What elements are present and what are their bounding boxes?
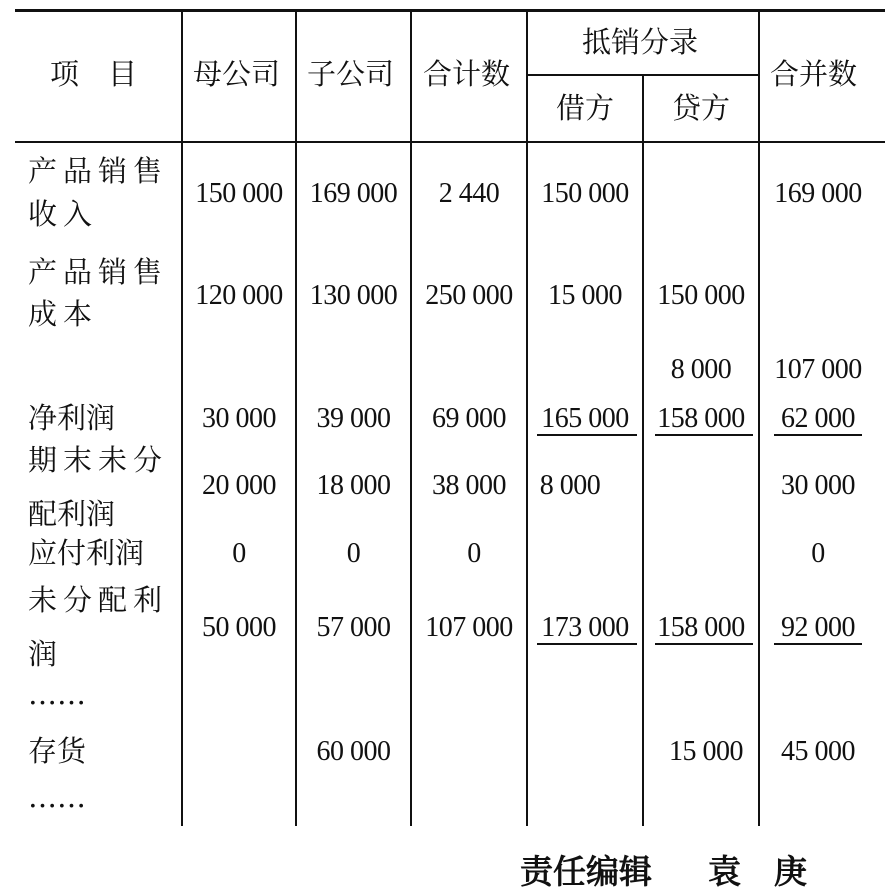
row-label-cont: 成本 [28, 297, 99, 331]
header-item: 项 目 [50, 57, 138, 91]
cell-total: 69 000 [432, 403, 506, 434]
col-divider-5 [642, 76, 644, 826]
col-divider-2 [295, 12, 297, 826]
editor-name: 袁 庚 [708, 852, 807, 891]
col-divider-6 [758, 12, 760, 826]
row-label-cont: 配利润 [28, 497, 116, 531]
header-elimination: 抵销分录 [582, 25, 699, 59]
header-parent: 母公司 [193, 57, 281, 91]
cell-debit: 15 000 [548, 280, 622, 311]
cell-total: 0 [467, 538, 481, 569]
cell-subsidiary: 60 000 [316, 736, 391, 767]
cell-consolidated: 0 [811, 538, 825, 569]
cell-subsidiary: 57 000 [316, 612, 391, 643]
cell-subsidiary: 130 000 [309, 280, 398, 311]
underline-consolidated [774, 643, 862, 645]
row-label-cont: 收入 [28, 197, 99, 231]
cell-parent: 30 000 [202, 403, 276, 434]
col-divider-1 [181, 12, 183, 826]
cell-debit: 173 000 [541, 612, 629, 643]
cell-total: 107 000 [425, 612, 513, 643]
underline-debit [537, 643, 637, 645]
cell-parent: 20 000 [202, 470, 276, 501]
cell-parent: 0 [232, 538, 246, 569]
cell-subsidiary: 39 000 [316, 403, 391, 434]
cell-total: 38 000 [432, 470, 506, 501]
cell-credit: 15 000 [669, 736, 743, 767]
cell-credit: 158 000 [657, 403, 745, 434]
header-subsidiary: 子公司 [307, 57, 395, 91]
row-label: 未分配利 [28, 583, 169, 617]
cell-total: 2 440 [438, 178, 500, 209]
header-total: 合计数 [423, 57, 511, 91]
cell-consolidated: 45 000 [781, 736, 855, 767]
header-debit: 借方 [556, 91, 615, 125]
cell-subsidiary: 0 [346, 538, 361, 569]
cell-credit: 158 000 [657, 612, 745, 643]
cell-consolidated: 30 000 [781, 470, 855, 501]
underline-debit [537, 434, 637, 436]
underline-credit [655, 643, 753, 645]
cell-debit: 165 000 [541, 403, 629, 434]
cell-debit: 8 000 [539, 470, 601, 501]
row-label-ellipsis: …… [28, 780, 86, 814]
cell-consolidated: 92 000 [781, 612, 855, 643]
cell-parent: 50 000 [202, 612, 276, 643]
row-label: 期末未分 [28, 443, 169, 477]
cell-subsidiary: 18 000 [316, 470, 391, 501]
row-label-ellipsis: …… [28, 677, 86, 711]
row-label: 应付利润 [28, 536, 145, 570]
cell-consolidated: 107 000 [774, 354, 862, 385]
row-label: 存货 [28, 734, 87, 768]
underline-consolidated [774, 434, 862, 436]
cell-subsidiary: 169 000 [309, 178, 398, 209]
col-divider-3 [410, 12, 412, 826]
cell-credit: 8 000 [670, 354, 732, 385]
row-label: 产品销售 [28, 255, 169, 289]
table-top-rule [15, 9, 885, 12]
row-label: 净利润 [28, 401, 116, 435]
row-label-cont: 润 [28, 637, 64, 671]
cell-total: 250 000 [425, 280, 513, 311]
cell-consolidated: 169 000 [774, 178, 862, 209]
header-consolidated: 合并数 [770, 57, 858, 91]
cell-parent: 120 000 [195, 280, 283, 311]
header-credit: 贷方 [672, 91, 731, 125]
header-bottom-rule [15, 141, 885, 143]
cell-credit: 150 000 [657, 280, 745, 311]
cell-parent: 150 000 [195, 178, 283, 209]
editor-label: 责任编辑 [520, 852, 652, 891]
cell-consolidated: 62 000 [781, 403, 855, 434]
col-divider-4 [526, 12, 528, 826]
underline-credit [655, 434, 753, 436]
row-label: 产品销售 [28, 154, 169, 188]
cell-debit: 150 000 [541, 178, 629, 209]
